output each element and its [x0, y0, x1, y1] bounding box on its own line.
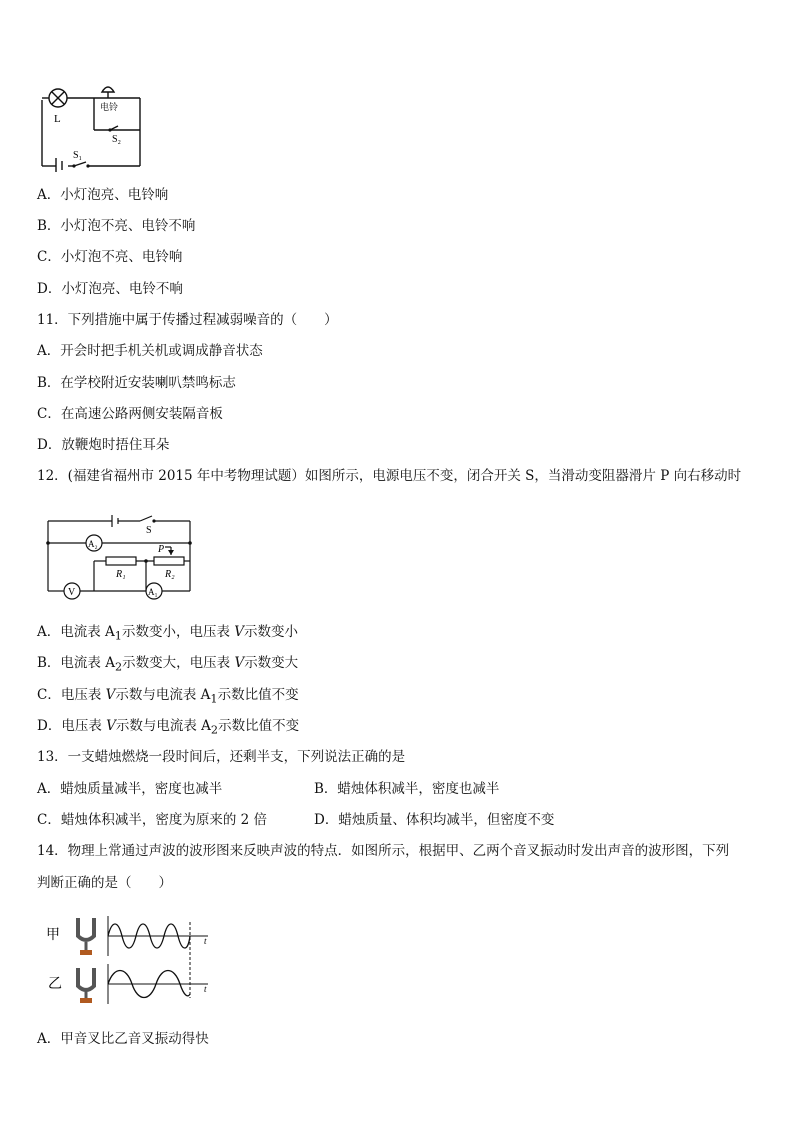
q12-option-d: D．电压表 V示数与电流表 $A_2$示数比值不变 [37, 718, 300, 737]
q10-option-d: D．小灯泡亮、电铃不响 [37, 281, 183, 297]
q11-stem: 11．下列措施中属于传播过程减弱噪音的（ ） [37, 312, 338, 328]
q14-label-jia: 甲 [46, 928, 60, 943]
q10-label-s2: S₂ [112, 134, 122, 145]
q11-option-b: B．在学校附近安装喇叭禁鸣标志 [37, 375, 236, 391]
q11-option-a: A．开会时把手机关机或调成静音状态 [37, 343, 263, 359]
q11-option-c: C．在高速公路两侧安装隔音板 [37, 406, 223, 422]
q11-option-d: D．放鞭炮时捂住耳朵 [37, 437, 170, 453]
q12-option-c: C．电压表 V示数与电流表 $A_1$示数比值不变 [37, 687, 299, 706]
q14-option-a: A．甲音叉比乙音叉振动得快 [37, 1031, 209, 1047]
q13-option-b: B．蜡烛体积减半，密度也减半 [314, 781, 500, 797]
q14-stem-line2: 判断正确的是（ ） [37, 875, 172, 891]
q14-stem-line1: 14．物理上常通过声波的波形图来反映声波的特点．如图所示，根据甲、乙两个音叉振动时发出声音的波形图，下列 [37, 843, 730, 859]
q12-stem: 12．(福建省福州市 2015 年中考物理试题）如图所示，电源电压不变，闭合开关 S，当滑动变阻器滑片 P 向右移动时 [37, 468, 742, 484]
q12-label-r2: R₂ [165, 569, 175, 580]
q13-option-d: D．蜡烛质量、体积均减半，但密度不变 [314, 812, 555, 828]
tuning-fork-icon [78, 968, 94, 1003]
q10-option-a: A．小灯泡亮、电铃响 [37, 187, 169, 203]
q14-label-yi: 乙 [48, 977, 62, 992]
q10-option-c: C．小灯泡不亮、电铃响 [37, 249, 183, 265]
q12-label-r1: R₁ [116, 569, 126, 580]
q10-label-s1: S₁ [73, 150, 83, 161]
q14-label-t1: t [204, 936, 207, 946]
q12-option-b: B．电流表 $A_2$示数变大，电压表 V示数变大 [37, 655, 299, 674]
q10-option-b: B．小灯泡不亮、电铃不响 [37, 218, 196, 234]
q12-circuit-diagram [40, 511, 198, 605]
q10-circuit-diagram [36, 82, 146, 172]
q13-stem: 13．一支蜡烛燃烧一段时间后，还剩半支，下列说法正确的是 [37, 749, 406, 765]
q12-label-a1: A₁ [148, 587, 158, 597]
tuning-fork-icon [78, 918, 94, 955]
q10-label-bell: 电铃 [100, 102, 119, 112]
q13-option-c: C．蜡烛体积减半，密度为原来的 2 倍 [37, 812, 268, 828]
q14-waveform-diagram [44, 912, 220, 1006]
q12-label-v: V [68, 587, 76, 598]
q13-option-a: A．蜡烛质量减半，密度也减半 [37, 781, 223, 797]
q10-label-lamp: L [54, 113, 61, 125]
q12-option-a: A．电流表 $A_1$示数变小，电压表 V示数变小 [37, 624, 299, 643]
q14-label-t2: t [204, 984, 207, 994]
q12-label-a2: A₂ [88, 539, 98, 549]
q12-label-p: P [158, 544, 165, 555]
q12-label-s: S [146, 525, 152, 536]
